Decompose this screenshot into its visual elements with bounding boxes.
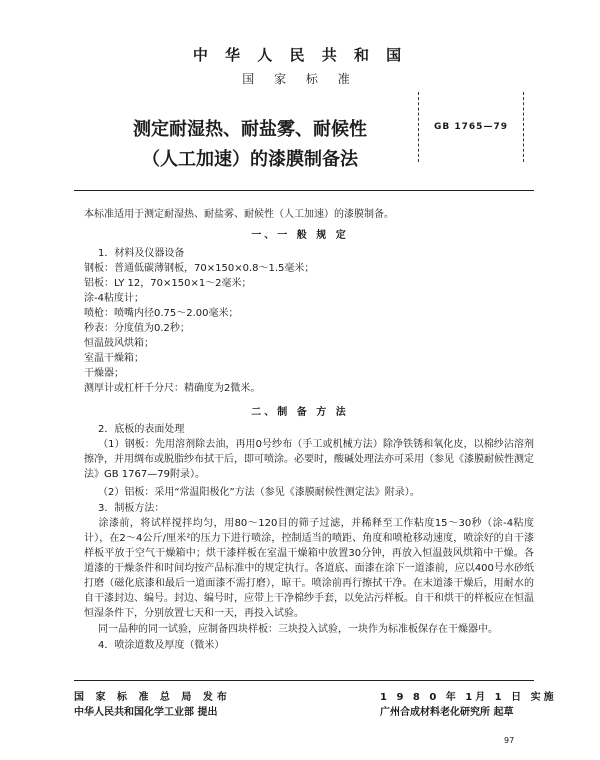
section1-heading: 一、一 般 规 定 [251, 230, 349, 241]
list-item: 钢板：普通低碳薄钢板，70×150×0.8～1.5毫米； [84, 263, 315, 274]
list-item: 涂-4粘度计； [84, 293, 144, 304]
intro-text: 本标准适用于测定耐湿热、耐盐雾、耐候性（人工加速）的漆膜制备。 [84, 209, 394, 220]
proposer: 中华人民共和国化学工业部 提出 [74, 707, 218, 718]
issuer: 国 家 标 准 总 局 发布 [74, 692, 231, 703]
list-item: 喷枪：喷嘴内径0.75～2.00毫米； [84, 308, 239, 319]
effective-date: 1 9 8 0 年 1月 1 日 实施 [380, 692, 557, 703]
list-item: 铝板：LY 12，70×150×1～2毫米； [84, 278, 252, 289]
item1-heading: 1．材料及仪器设备 [98, 248, 185, 259]
item4-heading: 4．喷涂道数及厚度（微米） [98, 640, 225, 651]
title-line-2: （人工加速）的漆膜制备法 [142, 149, 358, 170]
item3-heading: 3．制板方法： [98, 503, 165, 514]
title-line-1: 测定耐湿热、耐盐雾、耐候性 [133, 119, 367, 140]
paragraph-text: （2）铝板：采用“常温阳极化”方法（参见《漆膜耐候性测定法》附录）。 [98, 487, 420, 498]
section2-heading: 二、制 备 方 法 [251, 407, 349, 418]
standard-code-box [418, 92, 524, 162]
equipment-list [84, 261, 534, 396]
list-item: 恒温鼓风烘箱； [84, 338, 154, 349]
page-number: 97 [504, 736, 515, 745]
standard-code: GB 1765—79 [434, 122, 508, 132]
list-item: 秒表：分度值为0.2秒； [84, 323, 190, 334]
steel-plate-paragraph [84, 437, 534, 482]
paragraph-text: 同一品种的同一试验，应制备四块样板：三块投入试验，一块作为标准板保存在干燥器中。 [98, 624, 498, 635]
item2-heading: 2．底板的表面处理 [98, 424, 185, 435]
top-divider [74, 190, 534, 191]
list-item: 室温干燥箱； [84, 353, 144, 364]
list-item: 测厚计或杠杆千分尺：精确度为2微米。 [84, 383, 261, 394]
paragraph-text: （1）钢板：先用溶剂除去油，再用0号纱布（手工或机械方法）除净铁锈和氧化皮，以棉纱沾溶剂擦净，并用绸布或脱脂纱布拭干后，即可喷涂。必要时，酸碱处理法亦可采用（参见《漆膜耐候性测定法》GB 1767—79附录）。 [84, 439, 534, 480]
sample-count-paragraph [84, 622, 534, 637]
paragraph-text: 涂漆前，将试样搅拌均匀，用80～120目的筛子过滤，并稀释至工作粘度15～30秒（涂-4粘度计），在2～4公斤/厘米²的压力下进行喷涂，控制适当的喷距、角度和喷枪移动速度，喷涂好的自干漆样板平放于空气干燥箱中；烘干漆样板在室温干燥箱中放置30分钟，再放入恒温鼓风烘箱中干燥。各道漆的干燥条件和时间均按产品标准中的规定执行。各道底、面漆在涂下一道漆前，应以400号水砂纸打磨（磁化底漆和最后一道面漆不需打磨），晾干。喷涂前再行擦拭干净。在末道漆干燥后，用耐水的自干漆封边、编号。封边、编号时，应带上干净棉纱手套，以免沾污样板。自干和烘干的样板应在恒温恒湿条件下，分别放置七天和一天，再投入试验。 [84, 518, 534, 619]
aluminum-plate-paragraph [84, 485, 534, 500]
header-standard: 国 家 标 准 [242, 72, 358, 86]
header-country: 中 华 人 民 共 和 国 [192, 46, 408, 64]
drafter: 广州合成材料老化研究所 起草 [380, 707, 514, 718]
preparation-paragraph [84, 516, 534, 621]
bottom-divider [74, 680, 534, 681]
list-item: 干燥器； [84, 368, 124, 379]
